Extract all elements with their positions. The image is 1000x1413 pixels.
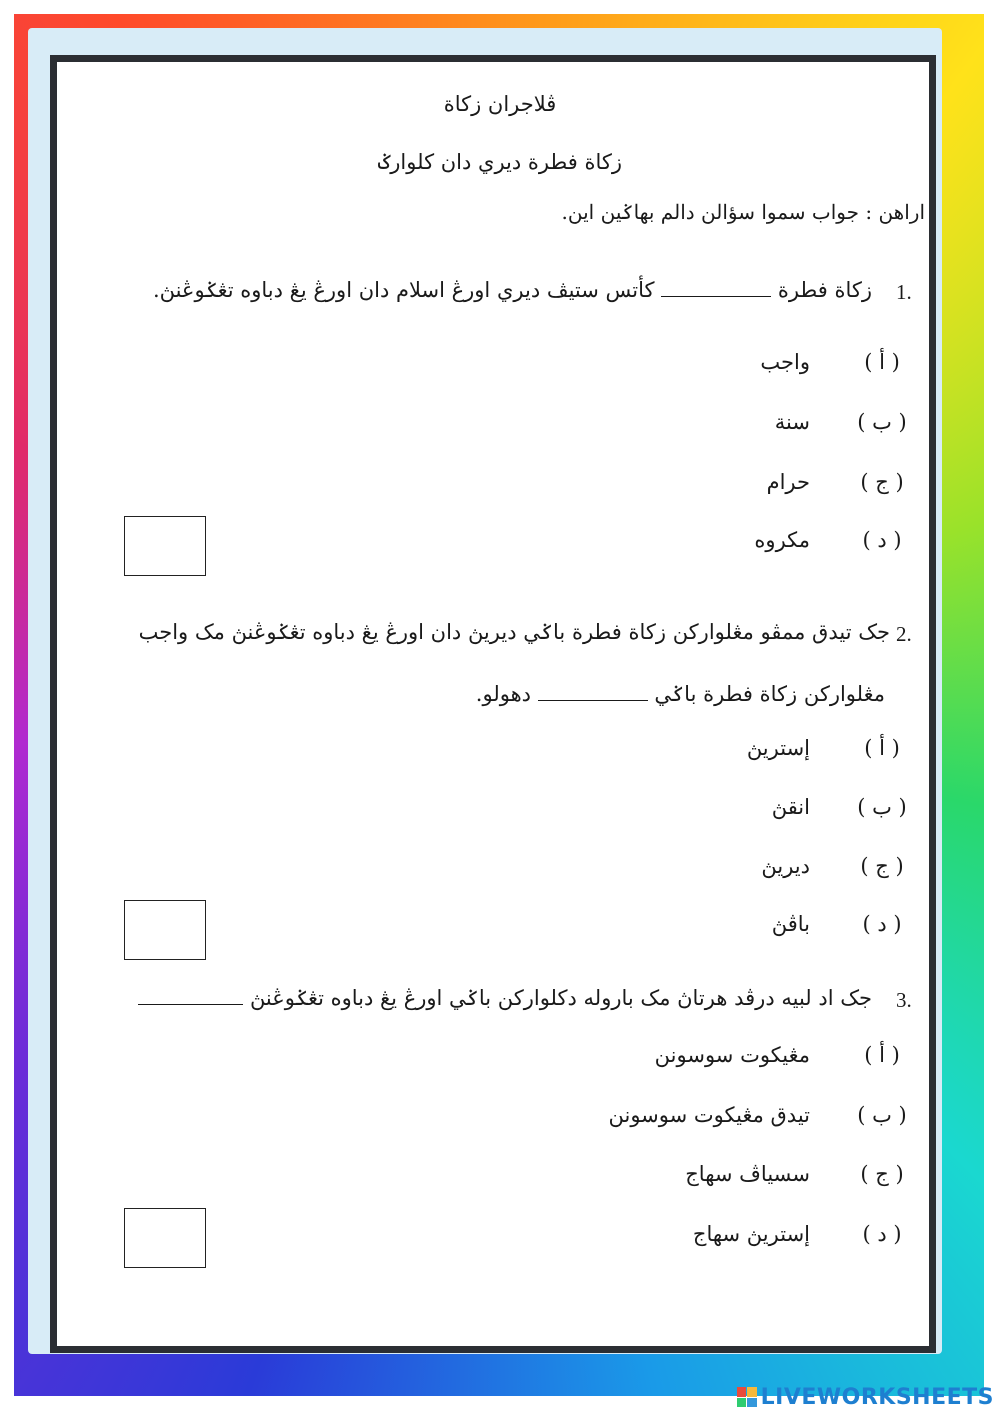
q2-option-d-letter: ( د ) [862,912,902,936]
q1-option-b-text: سنة [774,410,810,434]
q3-option-a-letter: ( أ ) [864,1043,900,1067]
question-3-number: 3. [896,988,912,1012]
q3-option-d-letter: ( د ) [862,1222,902,1246]
q1-option-a-text: واجب [760,350,810,374]
q3-option-c-letter: ( ج ) [860,1162,904,1186]
q3-answer-box[interactable] [124,1208,206,1268]
q1-option-b-letter: ( ب ) [857,410,907,434]
question-3-blank [138,1004,243,1005]
q2-option-d-text: باڤڽ [771,912,810,936]
liveworksheets-logo-text: LIVEWORKSHEETS [760,1384,994,1410]
q2-option-c-text: ديريڽ [761,854,810,878]
question-2-blank [538,700,648,701]
q2-option-c-letter: ( ج ) [860,854,904,878]
q1-option-d-letter: ( د ) [862,528,902,552]
q1-answer-box[interactable] [124,516,206,576]
question-1-text-after: كأتس ستيڤ ديري اورڠ اسلام دان اورڠ يڠ دباوه تڠݢوڠنڽ. [152,278,655,302]
question-1-blank [661,296,771,297]
question-2-line1: جک تيدق ممڤو مڠلواركن زكاة فطرة باݢي ديريڽ دان اورڠ يڠ دباوه تڠݢوڠنڽ مک واجب [138,620,890,644]
q3-option-d-text: إستريڽ سهاج [692,1222,810,1246]
liveworksheets-logo [737,1383,994,1411]
question-2-line2-after: دهولو. [475,682,531,706]
q3-option-c-text: سسياڤ سهاج [685,1162,810,1186]
question-1-text-before: زكاة فطرة [777,278,872,302]
question-2-line2 [476,682,885,706]
q1-option-c-text: حرام [766,470,810,494]
q1-option-d-text: مكروه [754,528,810,552]
q3-option-b-text: تيدق مڠيکوت سوسونن [608,1103,810,1127]
q1-option-a-letter: ( أ ) [864,350,900,374]
question-2-line2-before: مڠلواركن زكاة فطرة باݢي [654,682,885,706]
worksheet-title: ڤلاجران زكاة [443,92,557,116]
q2-answer-box[interactable] [124,900,206,960]
question-1-text [153,278,872,302]
question-3-text: جک اد لبيه درڤد هرتاڽ مک باروله دكلواركن باݢي اورڠ يڠ دباوه تڠݢوڠنڽ [249,986,872,1010]
liveworksheets-logo-icon [737,1387,757,1407]
q1-option-c-letter: ( ج ) [860,470,904,494]
question-2-number: 2. [896,622,912,646]
q2-option-a-letter: ( أ ) [864,736,900,760]
q3-option-b-letter: ( ب ) [857,1103,907,1127]
question-3-line [138,986,872,1010]
worksheet-subtitle: زكاة فطرة ديري دان كلوارݢ [377,150,622,174]
question-1-number: 1. [896,280,912,304]
q3-option-a-text: مڠيکوت سوسونن [654,1043,810,1067]
q2-option-b-text: انقڽ [771,795,810,819]
instruction-text: اراهن : جواب سموا سؤالن دالم بهاݢين اين. [561,200,925,224]
q2-option-a-text: إستريڽ [746,736,810,760]
q2-option-b-letter: ( ب ) [857,795,907,819]
